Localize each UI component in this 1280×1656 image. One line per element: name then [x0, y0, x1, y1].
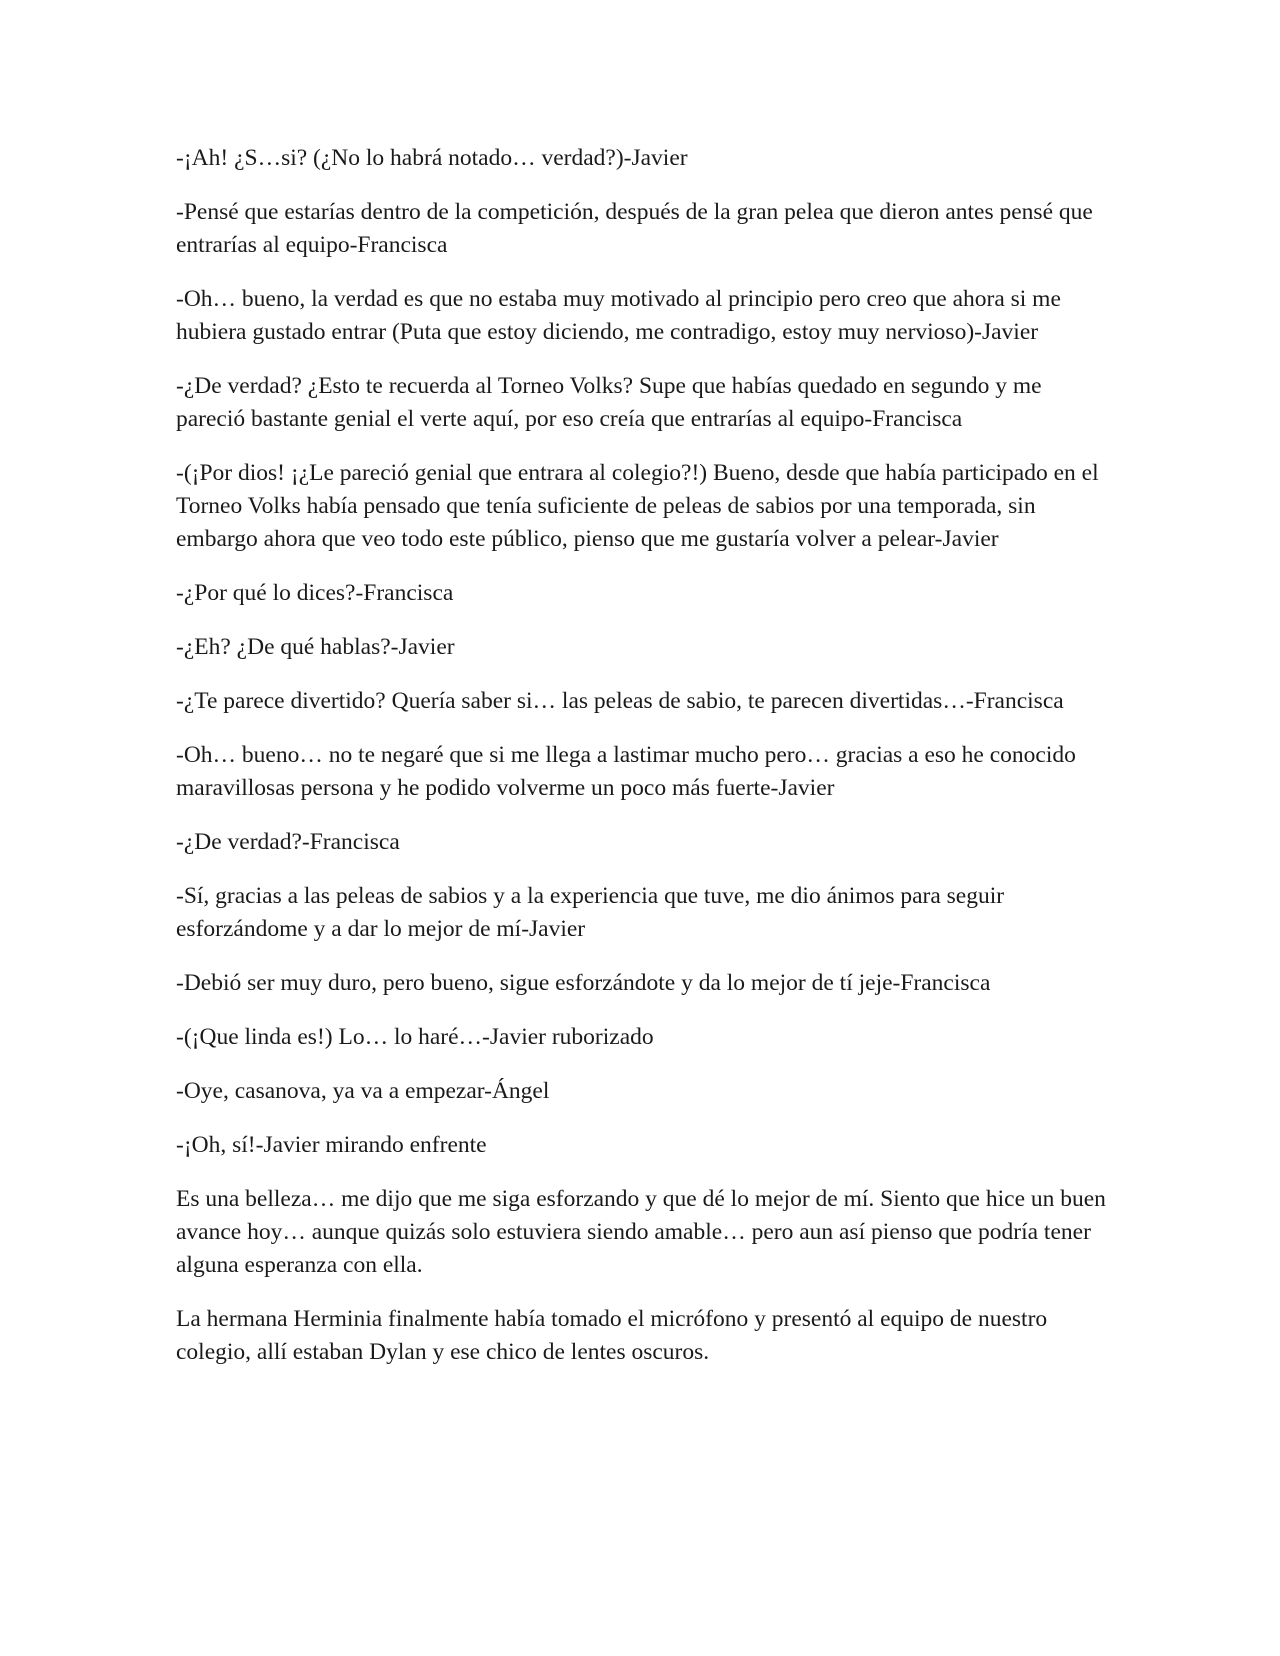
paragraph: -(¡Por dios! ¡¿Le pareció genial que entrara al colegio?!) Bueno, desde que había participado en el Torneo Volks había pensado que tenía suficiente de peleas de sabios por una temporada, sin embargo ahora que veo todo este público, pienso que me gustaría volver a pelear-Javier	[176, 460, 1099, 552]
paragraph: -¿De verdad?-Francisca	[176, 829, 400, 855]
paragraph: -¡Ah! ¿S…si? (¿No lo habrá notado… verdad?)-Javier	[176, 145, 688, 171]
paragraph: -¿Eh? ¿De qué hablas?-Javier	[176, 634, 455, 660]
paragraph: -¿Por qué lo dices?-Francisca	[176, 580, 454, 606]
paragraph: -¡Oh, sí!-Javier mirando enfrente	[176, 1132, 487, 1158]
paragraph: Es una belleza… me dijo que me siga esforzando y que dé lo mejor de mí. Siento que hice un buen avance hoy… aunque quizás solo estuviera siendo amable… pero aun así pienso que podría tener alguna esperanza con ella.	[176, 1186, 1106, 1278]
paragraph: -Debió ser muy duro, pero bueno, sigue esforzándote y da lo mejor de tí jeje-Francisca	[176, 970, 991, 996]
paragraph: La hermana Herminia finalmente había tomado el micrófono y presentó al equipo de nuestro colegio, allí estaban Dylan y ese chico de lentes oscuros.	[176, 1306, 1048, 1365]
paragraph: -Oye, casanova, ya va a empezar-Ángel	[176, 1078, 550, 1104]
paragraph: -(¡Que linda es!) Lo… lo haré…-Javier ruborizado	[176, 1024, 654, 1050]
paragraph: -Pensé que estarías dentro de la competición, después de la gran pelea que dieron antes pensé que entrarías al equipo-Francisca	[176, 199, 1093, 258]
paragraph: -¿Te parece divertido? Quería saber si… las peleas de sabio, te parecen divertidas…-Francisca	[176, 688, 1064, 714]
paragraph: -Sí, gracias a las peleas de sabios y a la experiencia que tuve, me dio ánimos para seguir esforzándome y a dar lo mejor de mí-Javier	[176, 883, 1005, 942]
paragraph: -Oh… bueno… no te negaré que si me llega a lastimar mucho pero… gracias a eso he conocido maravillosas persona y he podido volverme un poco más fuerte-Javier	[176, 742, 1076, 801]
document-body	[176, 142, 1116, 1390]
paragraph: -Oh… bueno, la verdad es que no estaba muy motivado al principio pero creo que ahora si me hubiera gustado entrar (Puta que estoy diciendo, me contradigo, estoy muy nervioso)-Javier	[176, 286, 1061, 345]
paragraph: -¿De verdad? ¿Esto te recuerda al Torneo Volks? Supe que habías quedado en segundo y me pareció bastante genial el verte aquí, por eso creía que entrarías al equipo-Francisca	[176, 373, 1042, 432]
